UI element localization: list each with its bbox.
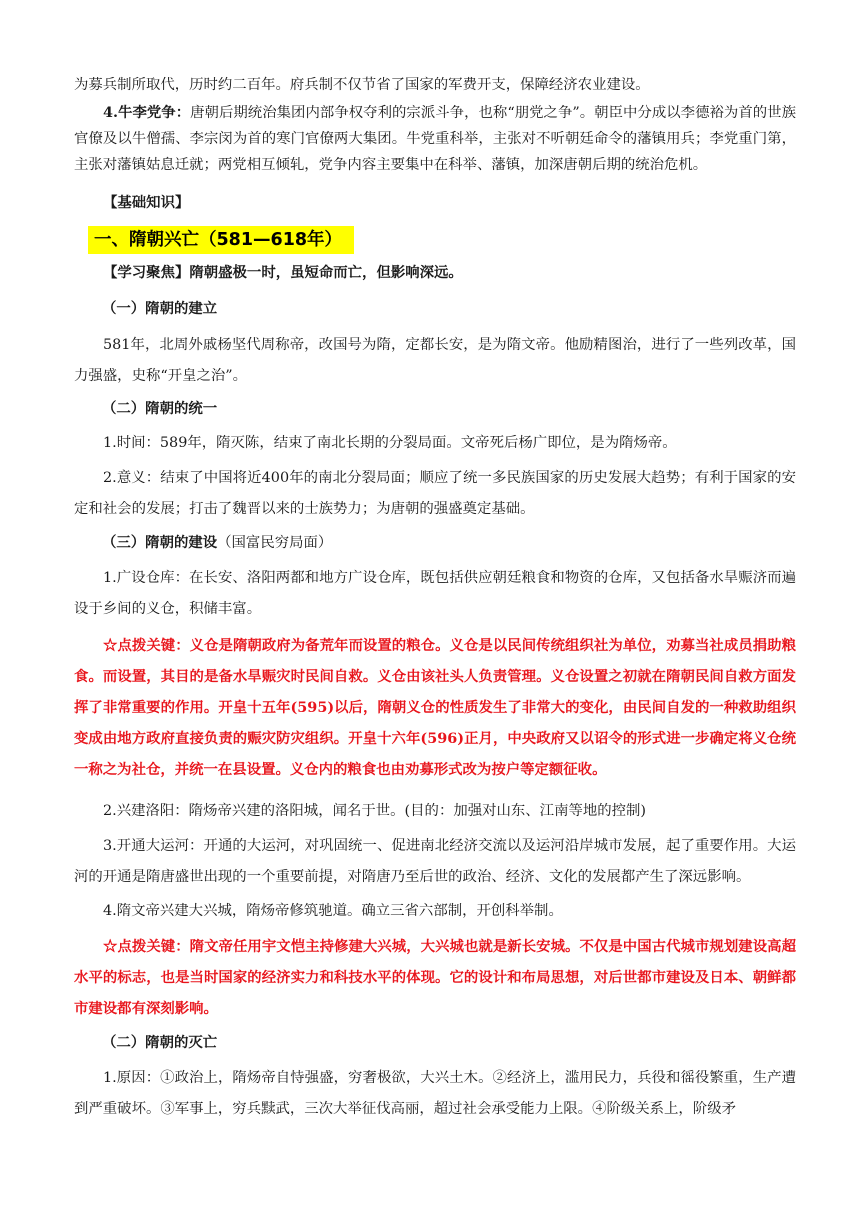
unification-significance: 2.意义：结束了中国将近400年的南北分裂局面；顺应了统一多民族国家的历史发展大趋势；有利于国家的安定和社会的发展；打击了魏晋以来的士族势力；为唐朝的强盛奠定基础。 (74, 470, 796, 517)
niu-li-paragraph (74, 100, 796, 178)
heading-founding: （一）隋朝的建立 (102, 300, 218, 317)
tip-daxing: ☆点拨关键：隋文帝任用宇文恺主持修建大兴城，大兴城也就是新长安城。不仅是中国古代城市规划建设高超水平的标志，也是当时国家的经济实力和科技水平的体现。它的设计和布局思想，对后世都市建设及日本、朝鲜都市建设都有深刻影响。 (74, 938, 796, 1017)
section-title: 一、隋朝兴亡（581—618年） (88, 226, 354, 254)
unification-time: 1.时间：589年，隋灭陈，结束了南北长期的分裂局面。文帝死后杨广即位，是为隋炀帝。 (103, 435, 677, 451)
daxing-paragraph: 4.隋文帝兴建大兴城，隋炀帝修筑驰道。确立三省六部制，开创科举制。 (103, 903, 563, 919)
focus-label: 【学习聚焦】 (103, 264, 190, 281)
fall-causes: 1.原因：①政治上，隋炀帝自恃强盛，穷奢极欲，大兴土木。②经济上，滥用民力，兵役和徭役繁重，生产遭到严重破坏。③军事上，穷兵黩武，三次大举征伐高丽，超过社会承受能力上限。④阶级关系上，阶级矛 (74, 1070, 796, 1117)
heading-fall: （二）隋朝的灭亡 (102, 1034, 218, 1051)
focus-line (74, 260, 796, 286)
niu-li-text: 唐朝后期统治集团内部争权夺利的宗派斗争，也称“朋党之争”。朝臣中分成以李德裕为首的世族官僚及以牛僧孺、李宗闵为首的寒门官僚两大集团。牛党重科举，主张对不听朝廷命令的藩镇用兵；李党重门第，主张对藩镇姑息迁就；两党相互倾轧，党争内容主要集中在科举、藩镇，加深唐朝后期的统治危机。 (74, 105, 796, 173)
niu-li-label: 4.牛李党争： (103, 104, 191, 121)
intro-continuation: 为募兵制所取代，历时约二百年。府兵制不仅节省了国家的军费开支，保障经济农业建设。 (74, 77, 650, 93)
heading-construction (102, 530, 332, 556)
founding-paragraph: 581年，北周外戚杨坚代周称帝，改国号为隋，定都长安，是为隋文帝。他励精图治，进行了一些列改革，国力强盛，史称“开皇之治”。 (74, 337, 796, 384)
heading-construction-title: （三）隋朝的建设 (102, 534, 218, 551)
basics-label: 【基础知识】 (103, 194, 190, 211)
heading-unification: （二）隋朝的统一 (102, 400, 218, 417)
focus-text: 隋朝盛极一时，虽短命而亡，但影响深远。 (189, 264, 463, 281)
heading-construction-note: （国富民穷局面） (217, 535, 333, 551)
luoyang-paragraph: 2.兴建洛阳：隋炀帝兴建的洛阳城，闻名于世。(目的：加强对山东、江南等地的控制) (103, 803, 647, 819)
granary-paragraph: 1.广设仓库：在长安、洛阳两都和地方广设仓库，既包括供应朝廷粮食和物资的仓库，又包括备水旱赈济而遍设于乡间的义仓，积储丰富。 (74, 570, 796, 617)
tip-granary: ☆点拨关键：义仓是隋朝政府为备荒年而设置的粮仓。义仓是以民间传统组织社为单位，劝募当社成员捐助粮食。而设置，其目的是备水旱赈灾时民间自救。义仓由该社头人负责管理。义仓设置之初就在隋朝民间自救方面发挥了非常重要的作用。开皇十五年(595)以后，隋朝义仓的性质发生了非常大的变化，由民间自发的一种救助组织变成由地方政府直接负责的赈灾防灾组织。开皇十六年(596)正月，中央政府又以诏令的形式进一步确定将义仓统一称之为社仓，并统一在县设置。义仓内的粮食也由劝募形式改为按户等定额征收。 (74, 637, 796, 778)
canal-paragraph: 3.开通大运河：开通的大运河，对巩固统一、促进南北经济交流以及运河沿岸城市发展，起了重要作用。大运河的开通是隋唐盛世出现的一个重要前提，对隋唐乃至后世的政治、经济、文化的发展都产生了深远影响。 (74, 838, 796, 885)
